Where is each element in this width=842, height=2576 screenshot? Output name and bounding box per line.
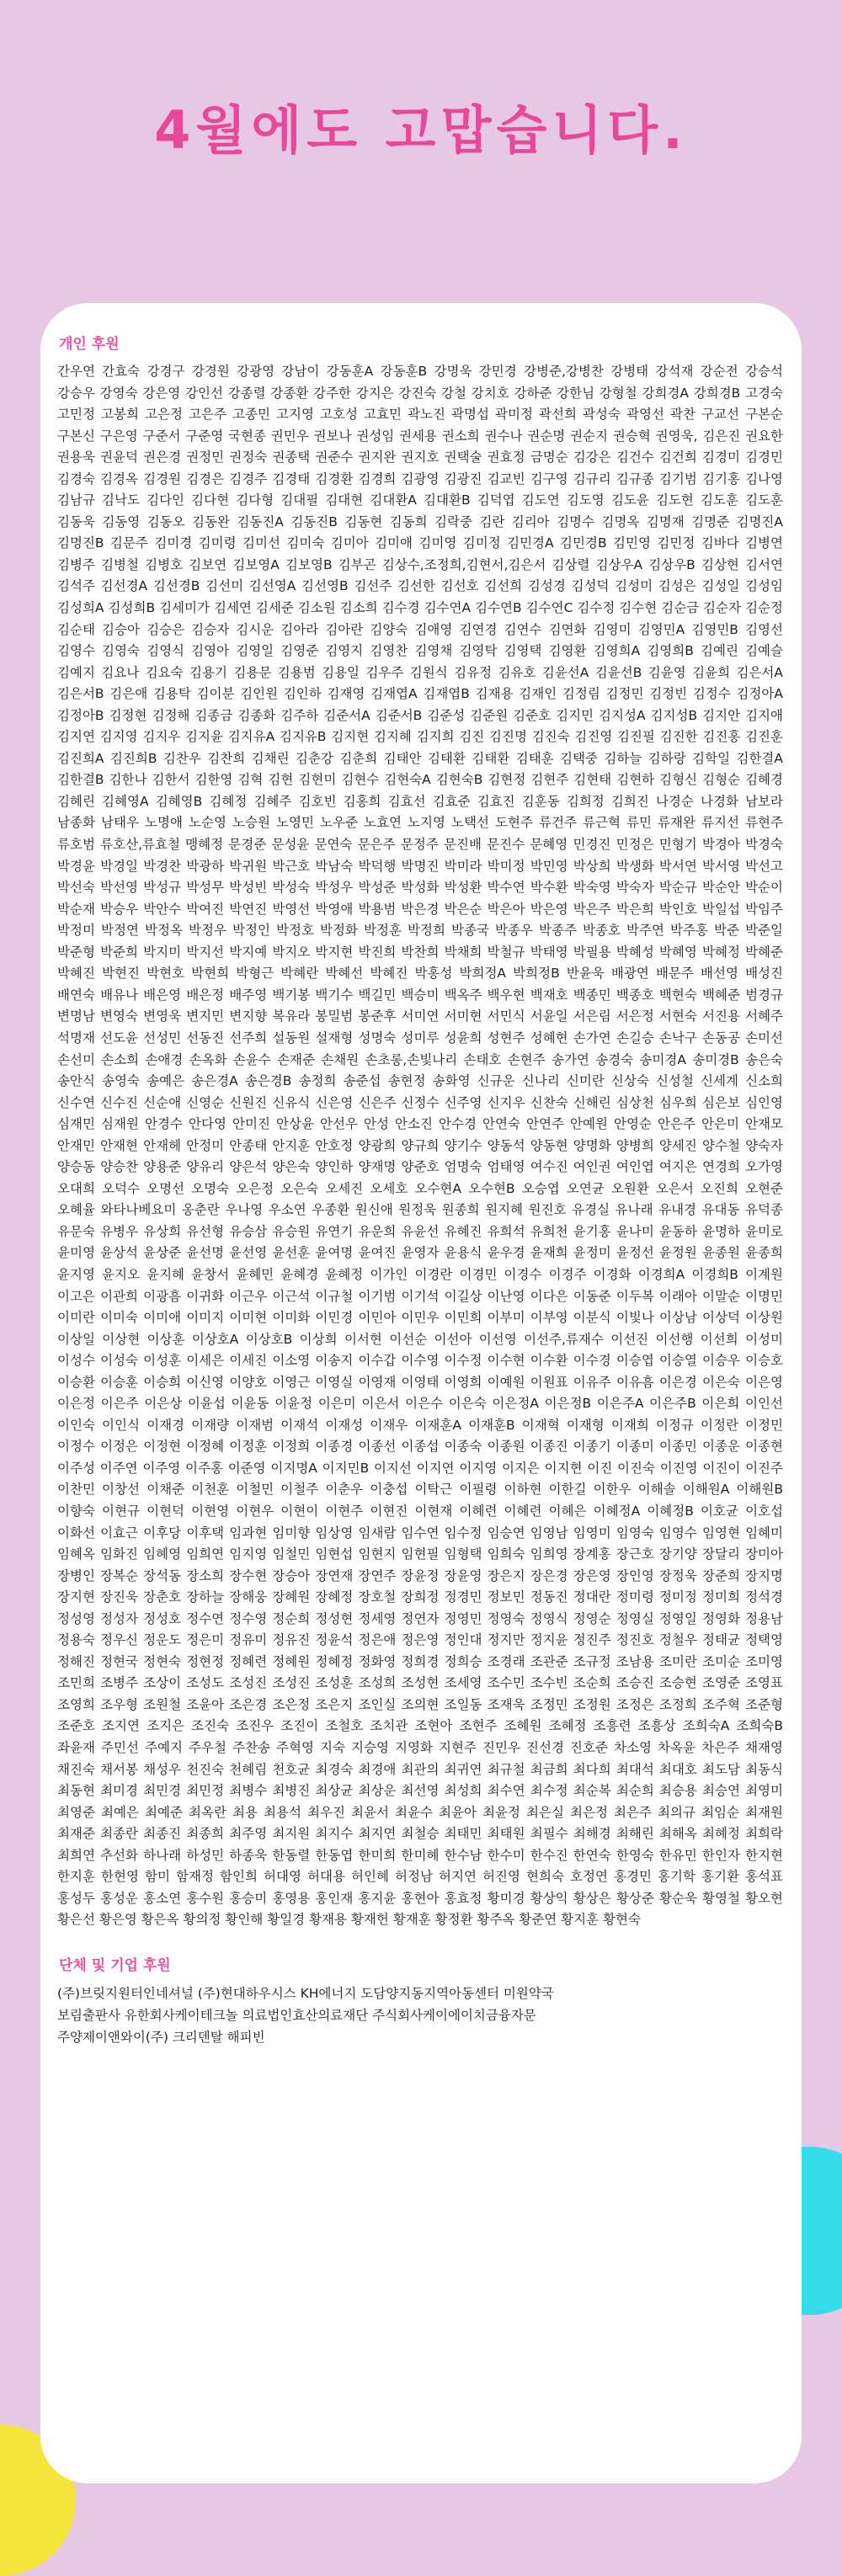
individual-donors-heading: 개인 후원	[59, 336, 120, 353]
organization-donor-line: (주)브릿지원터인네셔널 (주)현대하우시스 KH에너지 도담양지동지역아동센터 미원약국	[57, 1985, 554, 2001]
organization-donors-heading: 단체 및 기업 후원	[59, 1956, 171, 1974]
organization-donor-line: 주양제이앤와이(주) 크리덴탈 해피빈	[57, 2029, 265, 2045]
page-title: 4월에도 고맙습니다.	[154, 99, 688, 161]
donor-card	[40, 303, 802, 2483]
individual-donor-list: 간우연 간효숙 강경구 강경원 강광영 강남이 강동훈A 강동훈B 강명욱 강민경 강병준,강병찬 강병태 강석재 강순전 강승석 강승우 강영숙 강은영 강인선 강종렬 강종환 강주한 강지은 강진숙 강철 강치호 강하준 강한님 강형철 강희경A 강희경B 고경숙 고민정 고봉희 고은정 고은주 고종민 고지영 고호성 고효민 곽노진 곽명섭 곽미정 곽선희 곽성숙 곽영선 곽찬 구교선 구본순 구본신 구은영 구준서 구준영 국현종 권민우 권보나 권성임 권세용 권소희 권수나 권순명 권순지 권승혁 권영욱, 김은진 권요한 권용욱 권윤덕 권은경 권정민 권정숙 권종택 권준수 권지완 권지호 권택술 권효정 금명순 김강은 김건수 김건희 김경미 김경민 김경숙 김경옥 김경원 김경은 김경주 김경태 김경환 김경희 김광영 김광진 김교빈 김구영 김규리 김규종 김기범 김기홍 김나영 김남규 김낙도 김다인 김다현 김다형 김대필 김대현 김대환A 김대환B 김덕엽 김도연 김도영 김도윤 김도현 김도훈 김도훈 김동욱 김동영 김동오 김동완 김동진A 김동진B 김동현 김동희 김락중 김란 김리아 김명수 김명옥 김명재 김명준 김명진A 김명진B 김문주 김미경 김미령 김미선 김미숙 김미아 김미애 김미영 김미정 김민경A 김민경B 김민영 김민정 김바다 김병연 김병주 김병철 김병호 김보연 김보영A 김보영B 김부곤 김상수,조정희,김현서,김은서 김상렬 김상우A 김상우B 김상현 김서연 김석주 김선경A 김선경B 김선미 김선영A 김선영B 김선주 김선한 김선호 김선희 김성경 김성덕 김성미 김성은 김성일 김성임 김성희A 김성희B 김세미가 김세연 김세준 김소원 김소희 김수경 김수연A 김수연B 김수연C 김수정 김수현 김순금 김순자 김순정 김순태 김승아 김승은 김승자 김시운 김아라 김아란 김양숙 김애영 김연경 김연수 김연화 김영미 김영민A 김영민B 김영선 김영수 김영숙 김영식 김영아 김영일 김영준 김영지 김영찬 김영채 김영탁 김영택 김영환 김영희A 김영희B 김예린 김예슬 김예지 김요나 김요숙 김용기 김용문 김용범 김용일 김우주 김원식 김유정 김유호 김윤선A 김윤선B 김윤영 김윤희 김은서A 김은서B 김은애 김용탁 김이분 김인원 김인하 김재영 김재엽A 김재엽B 김재용 김재인 김정림 김정민 김정빈 김정수 김정아A 김정아B 김정현 김정해 김종금 김종화 김주하 김준서A 김준서B 김준성 김준원 김준호 김지민 김지성A 김지성B 김지안 김지애 김지연 김지영 김지우 김지윤 김지유A 김지유B 김지현 김지혜 김지희 김진 김진명 김진숙 김진영 김진필 김진한 김진홍 김진훈 김진희A 김진희B 김찬우 김찬희 김채린 김춘강 김춘희 김태안 김태환 김태환 김태훈 김택중 김하늘 김하랑 김학일 김한결A 김한결B 김한나 김한서 김한영 김혁 김현 김현미 김현수 김현숙A 김현숙B 김현정 김현주 김현태 김현하 김형신 김형순 김혜경 김혜린 김혜영A 김혜영B 김혜정 김혜주 김호빈 김홍희 김효선 김효준 김효진 김훈동 김희정 김희진 나경순 나경화 남보라 남종화 남태우 노명애 노순영 노승원 노영민 노우준 노효연 노지영 노택선 도현주 류건주 류근혁 류민 류재완 류지선 류현주 류호범 류호산,류효철 맹혜정 문경준 문성윤 문연숙 문은주 문정주 문진배 문진수 문혜영 민경진 민정은 민형기 박경아 박경숙 박경윤 박경일 박경찬 박광하 박귀원 박근호 박남숙 박덕행 박명진 박미라 박미정 박민영 박상희 박생화 박서연 박서영 박선고 박선숙 박선영 박성규 박성무 박성빈 박성숙 박성우 박성준 박성화 박성환 박수연 박수환 박숙영 박숙자 박순규 박순안 박순이 박순재 박승우 박안수 박여진 박연진 박영선 박영애 박용범 박은경 박은순 박은아 박은영 박은주 박은희 박인호 박일섭 박임주 박정미 박정연 박정옥 박정우 박정인 박정호 박정화 박정훈 박정희 박종국 박종우 박종주 박종호 박주연 박주홍 박준 박준일 박준형 박준희 박지미 박지선 박지예 박지오 박지현 박진희 박찬희 박채희 박철규 박태영 박필용 박혜성 박혜영 박혜정 박혜준 박혜진 박현진 박현호 박현희 박형근 박혜란 박혜선 박혜진 박홍성 박희정A 박희정B 반윤욱 배광연 배문주 배선영 배성진 배연숙 배유나 배은영 배은정 배주영 백기봉 백기수 백길민 백승미 백옥주 백우현 백재호 백종민 백종호 백현숙 백혜준 범경규 변명남 변영숙 변영욱 변지민 변지향 복유라 봉밀범 봉준후 서미연 서미현 서민식 서윤일 서은림 서은정 서현숙 서진용 서혜주 석명재 선도윤 선성민 선동진 선주희 설동원 설재형 성명숙 성미루 성윤희 성현주 성혜현 손가연 손길승 손낙구 손동공 손미선 손선미 손소희 손애경 손옥화 손윤수 손재준 손채원 손초롱,손빛나리 손태호 손현주 송가연 송경숙 송미경A 송미경B 송은숙 송안식 송영숙 송예은 송은경A 송은경B 송정희 송준섭 송현정 송화영 신규운 신나리 신미란 신상숙 신성철 신세계 신소희 신수연 신수진 신순애 신영순 신원진 신유식 신은영 신은주 신정수 신주영 신지우 신찬숙 신해린 심상천 심우희 심은보 심인영 심재민 심재원 안경수 안다영 안미진 안상윤 안선우 안성 안소진 안수경 안연숙 안연주 안예원 안영순 안은주 안은미 안재모 안재민 안재현 안재헤 안정미 안종태 안지훈 안호정 양광희 양규희 양기수 양동석 양동현 양명화 양병희 양세진 양수철 양숙자 양승동 양승찬 양용준 양유리 양은석 양은숙 양인하 양재명 양준호 엄명숙 엄태영 여수진 여인권 여인엽 여지은 연경희 오가영 오대희 오덕수 오명선 오명숙 오은정 오은숙 오세진 오세호 오수현A 오수현B 오승엽 오연균 오원환 오은서 오진희 오현준 오혜율 와타나베요미 옹춘란 우나영 우소연 우종환 원신애 원정욱 원종희 원지혜 원진호 유경실 유나래 유내경 유대동 유덕종 유문숙 유병우 유상희 유선형 유승삼 유승원 유연기 유운희 유윤선 유혜진 유희석 유희천 윤기홍 윤나미 윤동하 윤명하 윤미로 윤미영 윤상석 윤상준 윤선명 윤선영 윤선훈 윤여명 윤여진 윤영자 윤용식 윤우경 윤재희 윤정미 윤정선 윤정원 윤종원 윤종희 윤지영 윤지오 윤지혜 윤창서 윤혜민 윤혜경 윤혜정 이가인 이경란 이경민 이경수 이경주 이경화 이경희A 이경희B 이계원 이고은 이관희 이광흠 이귀화 이근우 이근석 이규철 이기범 이기석 이길상 이난영 이다은 이동준 이두복 이래아 이말순 이명민 이미란 이미숙 이미애 이미지 이미현 이미화 이민경 이민아 이민우 이민희 이부미 이부영 이분식 이빛나 이상남 이상덕 이상원 이상일 이상현 이상훈 이상호A 이상호B 이상희 이서현 이선순 이선아 이선영 이선주,류재수 이선진 이선행 이선희 이성미 이성수 이성숙 이성훈 이세은 이세진 이소영 이송지 이수갑 이수영 이수정 이수현 이수환 이수경 이승엽 이승열 이승우 이승호 이승환 이승훈 이승희 이신영 이양호 이영근 이영실 이영재 이영태 이영희 이예원 이원표 이유주 이유흠 이은경 이은숙 이은영 이은정 이은주 이은상 이윤섭 이윤동 이윤정 이은미 이은서 이은수 이은숙 이은정A 이은정B 이은주A 이은주B 이은희 이인선 이인숙 이인식 이재경 이재량 이재범 이재석 이재성 이재우 이재훈A 이재훈B 이재혁 이재형 이재희 이정규 이정란 이정민 이정수 이정은 이정현 이정혜 이정훈 이정희 이종경 이종선 이종섭 이종숙 이종원 이종진 이종기 이종미 이종민 이종운 이종현 이주성 이주연 이주영 이주홍 이준영 이지명A 이지민B 이지선 이지연 이지영 이지은 이지현 이진 이진숙 이진영 이진이 이진주 이찬민 이창선 이채준 이천훈 이철민 이철주 이춘우 이충섭 이탁근 이필령 이하현 이한길 이한우 이해솔 이해원A 이해원B 이향숙 이현규 이현덕 이현영 이현우 이현이 이현주 이현진 이현재 이혜련 이혜련 이혜은 이혜정A 이혜정B 이호균 이호섭 이화선 이효근 이후당 이후택 임과현 임미향 임상영 임새람 임수연 임수정 임승연 임영남 임영미 임영숙 임영수 임영현 임혜미 임혜옥 임화진 임혜영 임희연 임지영 임철민 임현섭 임현지 임현필 임형택 임희숙 임희영 장계홍 장근호 장기양 장달리 장미아 장병인 장복순 장석동 장소희 장수현 장승아 장연재 장연주 장윤정 장윤영 장은지 장은경 장은영 장인영 장정욱 장준희 장지명 장지현 장진욱 장춘호 장하늘 장해웅 장혜원 장혜정 장호철 장희정 정경민 정보민 정동진 정대란 정미령 정미정 정미희 정석경 정성영 정성자 정성호 정수연 정수영 정순희 정성현 정세영 정연자 정영민 정영숙 정영식 정영순 정영실 정영일 정영화 정용남 정용숙 정우신 정운도 정은미 정유미 정유진 정윤석 정은애 정은영 정인대 정지만 정지윤 정진주 정진호 정철우 정태균 정택영 정해진 정현국 정현숙 정현정 정혜련 정혜원 정혜정 정화영 정희경 정희승 조경래 조관준 조규정 조남용 조미란 조미순 조미영 조민희 조병주 조상이 조성도 조성진 조성진 조성훈 조성희 조성현 조세영 조수민 조수빈 조순희 조승진 조승현 조영준 조영표 조영희 조우형 조원철 조윤아 조은경 조은정 조은지 조인실 조의현 조일동 조재욱 조정민 조정원 조정은 조정희 조주혁 조준형 조준호 조지연 조지은 조진숙 조진우 조진이 조철호 조치관 조현아 조현주 조혜원 조혜정 조흥련 조흥상 조희숙A 조희숙B 좌윤재 주민선 주예지 주우철 주찬송 주혁영 지숙 지승영 지영화 지현주 진민우 진선경 진호준 차소영 차옥윤 차은주 채재영 채진숙 채서봉 채성우 천진숙 천혜림 천호균 최경숙 최경애 최관의 최귀연 최규철 최금희 최다희 최대석 최대호 최도담 최동식 최동현 최미경 최민경 최민정 최병수 최병진 최상균 최상운 최선영 최성희 최수연 최수정 최순복 최순희 최승용 최승연 최영미 최영준 최예은 최예준 최옥란 최용 최용석 최우진 최윤서 최윤수 최윤아 최윤정 최은실 최은정 최은주 최의규 최임순 최재원 최재준 최종란 최종진 최종희 최주영 최지원 최지수 최지연 최철승 최태민 최태원 최필수 최해경 최해린 최해옥 최혜정 최희락 최희연 추선화 하나래 하성민 하종욱 한동렬 한동엽 한미희 한미혜 한수남 한수미 한수진 한연숙 한영숙 한유민 한인자 한지현 한지훈 한현영 함미 함재정 함인희 허대영 허대용 허인혜 허정남 허지연 허진영 현희숙 호정연 홍경민 홍기학 홍기환 홍석표 홍성두 홍성운 홍소연 홍수원 홍승미 홍영용 홍인재 홍지윤 홍현아 홍효정 황미경 황상익 황상은 황상준 황순욱 황영철 황오현 황은선 황은영 황은옥 황의정 황인해 황일경 황재용 황재헌 황재훈 황정환 황주옥 황준연 황지훈 황현숙	[57, 364, 783, 1928]
organization-donor-line: 보림출판사 유한회사케이테크놀 의료법인효산의료재단 주식회사케이에이치금융자문	[57, 2007, 536, 2023]
